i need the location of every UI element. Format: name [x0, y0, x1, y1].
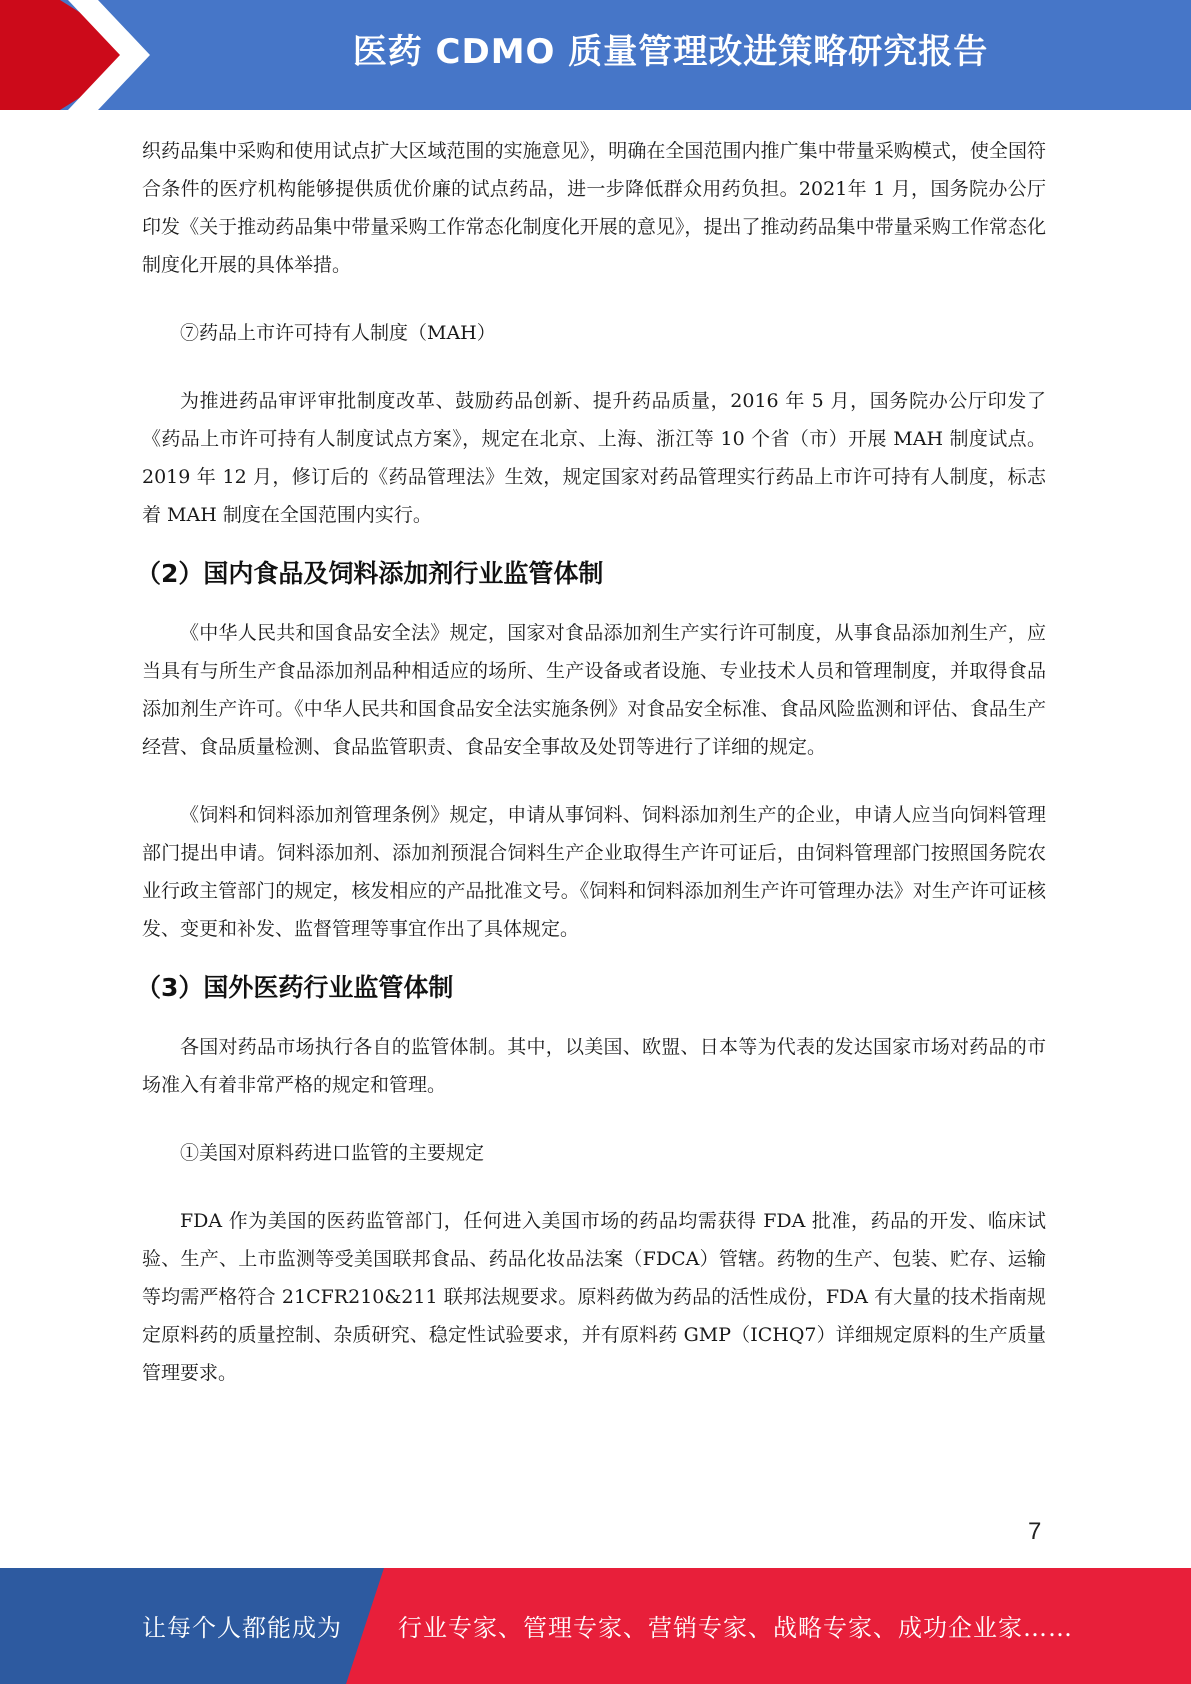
section-heading-foreign: （3）国外医药行业监管体制 [136, 973, 454, 1002]
footer-slogan-right: 行业专家、管理专家、营销专家、战略专家、成功企业家…… [398, 1614, 1073, 1642]
report-title: 医药 CDMO 质量管理改进策略研究报告 [352, 32, 989, 72]
subheading-us-api: ①美国对原料药进口监管的主要规定 [180, 1142, 485, 1164]
page-footer [0, 1568, 1191, 1684]
paragraph-foreign-intro: 各国对药品市场执行各自的监管体制。其中，以美国、欧盟、日本等为代表的发达国家市场对药品的市场准入有着非常严格的规定和管理。 [142, 1036, 1046, 1096]
subheading-mah: ⑦药品上市许可持有人制度（MAH） [180, 322, 496, 344]
paragraph-procurement-cont: 织药品集中采购和使用试点扩大区域范围的实施意见》，明确在全国范围内推广集中带量采购模式，使全国符合条件的医疗机构能够提供质优价廉的试点药品，进一步降低群众用药负担。2021年 1 月，国务院办公厅印发《关于推动药品集中带量采购工作常态化制度化开展的意见》，提出了推动药品集中带量采购工作常态化制度化开展的具体举措。 [142, 140, 1046, 276]
page-number: 7 [1028, 1518, 1042, 1545]
document-body [136, 132, 1046, 1392]
paragraph-food-safety-law: 《中华人民共和国食品安全法》规定，国家对食品添加剂生产实行许可制度，从事食品添加剂生产，应当具有与所生产食品添加剂品种相适应的场所、生产设备或者设施、专业技术人员和管理制度，并取得食品添加剂生产许可。《中华人民共和国食品安全法实施条例》对食品安全标准、食品风险监测和评估、食品生产经营、食品质量检测、食品监管职责、食品安全事故及处罚等进行了详细的规定。 [142, 622, 1046, 758]
paragraph-feed-regulation: 《饲料和饲料添加剂管理条例》规定，申请从事饲料、饲料添加剂生产的企业，申请人应当向饲料管理部门提出申请。饲料添加剂、添加剂预混合饲料生产企业取得生产许可证后，由饲料管理部门按照国务院农业行政主管部门的规定，核发相应的产品批准文号。《饲料和饲料添加剂生产许可管理办法》对生产许可证核发、变更和补发、监督管理等事宜作出了具体规定。 [142, 804, 1046, 940]
section-heading-food-feed: （2）国内食品及饲料添加剂行业监管体制 [136, 559, 604, 588]
page-header [0, 0, 1191, 110]
paragraph-fda: FDA 作为美国的医药监管部门，任何进入美国市场的药品均需获得 FDA 批准，药品的开发、临床试验、生产、上市监测等受美国联邦食品、药品化妆品法案（FDCA）管辖。药物的生产、包装、贮存、运输等均需严格符合 21CFR210&211 联邦法规要求。原料药做为药品的活性成份，FDA 有大量的技术指南规定原料药的质量控制、杂质研究、稳定性试验要求，并有原料药 GMP（ICHQ7）详细规定原料的生产质量管理要求。 [142, 1210, 1046, 1384]
paragraph-mah: 为推进药品审评审批制度改革、鼓励药品创新、提升药品质量，2016 年 5 月，国务院办公厅印发了《药品上市许可持有人制度试点方案》，规定在北京、上海、浙江等 10 个省（市）开展 MAH 制度试点。2019 年 12 月，修订后的《药品管理法》生效，规定国家对药品管理实行药品上市许可持有人制度，标志着 MAH 制度在全国范围内实行。 [142, 390, 1046, 526]
footer-slogan-left: 让每个人都能成为 [142, 1614, 342, 1642]
